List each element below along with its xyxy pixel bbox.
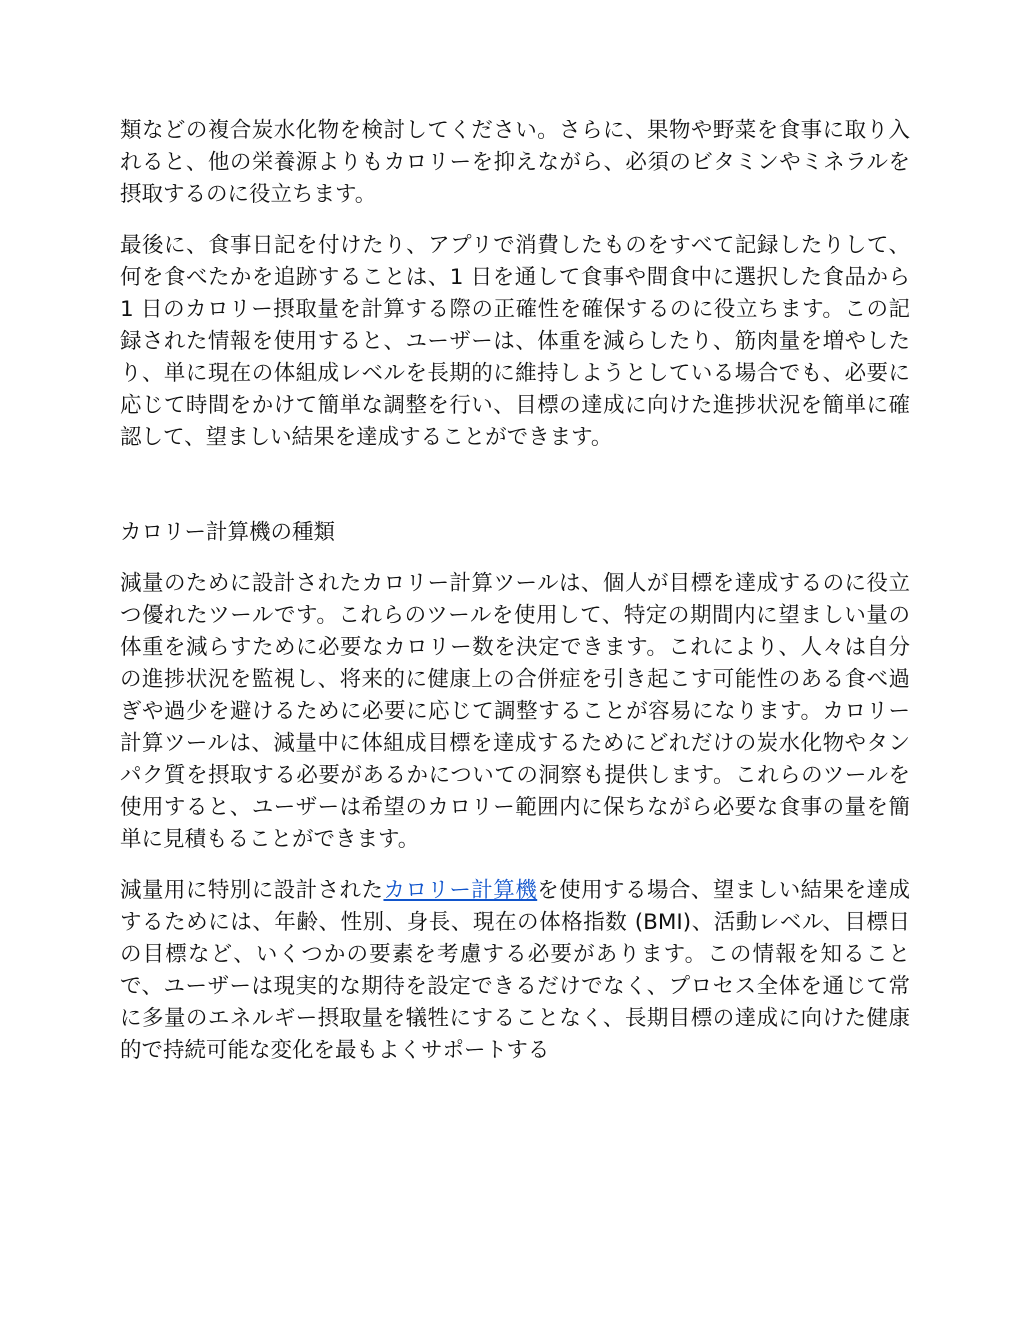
paragraph-calorie-calculator [120,875,910,1067]
paragraph-text-after-link: を使用する場合、望ましい結果を達成するためには、年齢、性別、身長、現在の体格指数 (BMI)、活動レベル、目標日の目標など、いくつかの要素を考慮する必要があります。この情報を知ることで、ユーザーは現実的な期待を設定できるだけでなく、プロセス全体を通じて常に多量のエネルギー摂取量を犠牲にすることなく、長期目標の達成に向けた健康的で持続可能な変化を最もよくサポートする [120,878,910,1063]
paragraph-food-diary: 最後に、食事日記を付けたり、アプリで消費したものをすべて記録したりして、何を食べたかを追跡することは、1 日を通して食事や間食中に選択した食品から 1 日のカロリー摂取量を計算する際の正確性を確保するのに役立ちます。この記録された情報を使用すると、ユーザーは、体重を減らしたり、筋肉量を増やしたり、単に現在の体組成レベルを長期的に維持しようとしている場合でも、必要に応じて時間をかけて簡単な調整を行い、目標の達成に向けた進捗状況を簡単に確認して、望ましい結果を達成することができます。 [120,233,910,450]
paragraph-calorie-tools: 減量のために設計されたカロリー計算ツールは、個人が目標を達成するのに役立つ優れたツールです。これらのツールを使用して、特定の期間内に望ましい量の体重を減らすために必要なカロリー数を決定できます。これにより、人々は自分の進捗状況を監視し、将来的に健康上の合併症を引き起こす可能性のある食べ過ぎや過少を避けるために必要に応じて調整することが容易になります。カロリー計算ツールは、減量中に体組成目標を達成するためにどれだけの炭水化物やタンパク質を摂取する必要があるかについての洞察も提供します。これらのツールを使用すると、ユーザーは希望のカロリー範囲内に保ちながら必要な食事の量を簡単に見積もることができます。 [120,571,910,852]
calorie-calculator-link[interactable]: カロリー計算機 [383,878,538,903]
section-heading: カロリー計算機の種類 [120,520,336,545]
paragraph-carbohydrates: 類などの複合炭水化物を検討してください。さらに、果物や野菜を食事に取り入れると、他の栄養源よりもカロリーを抑えながら、必須のビタミンやミネラルを摂取するのに役立ちます。 [120,118,910,207]
paragraph-text-before-link: 減量用に特別に設計された [120,878,384,903]
document-body [120,115,910,1086]
